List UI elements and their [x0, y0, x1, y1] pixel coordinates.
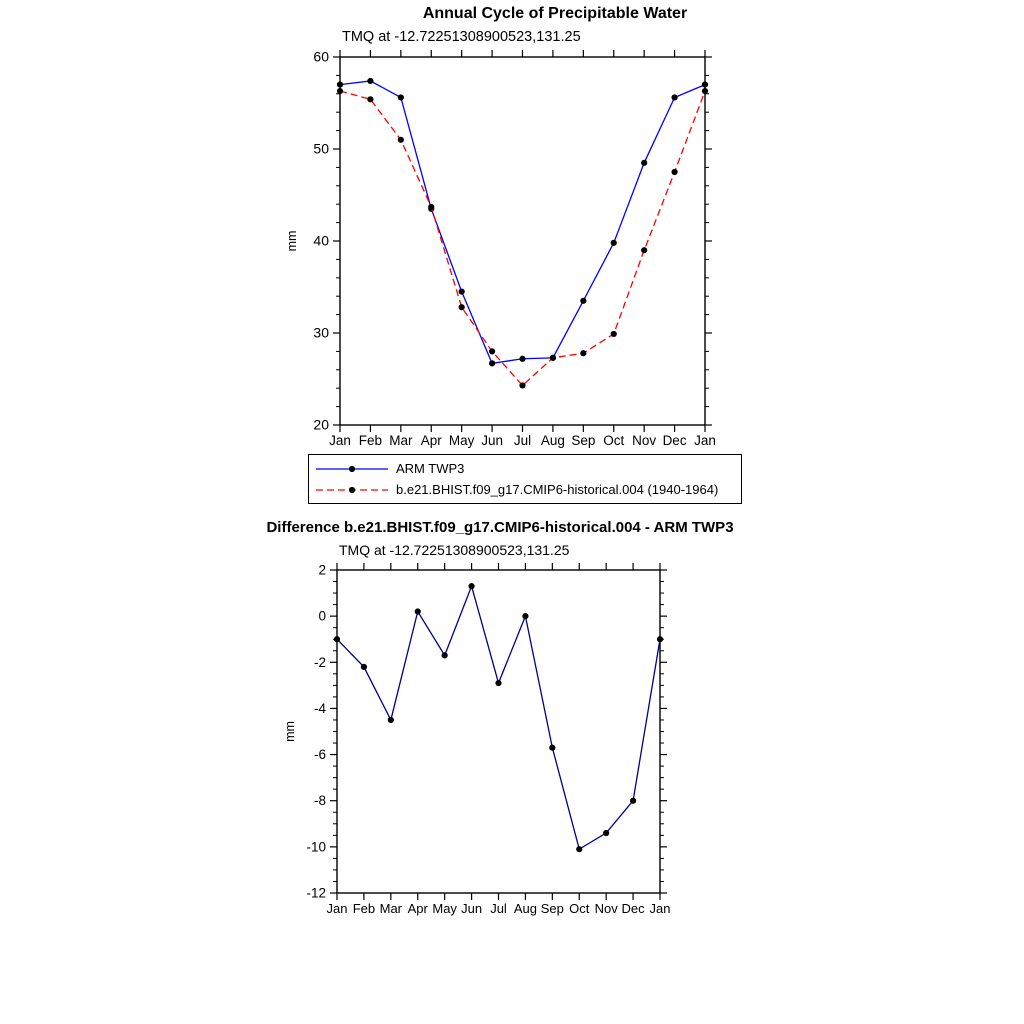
svg-text:40: 40: [313, 232, 329, 249]
svg-text:Jan: Jan: [649, 901, 671, 916]
svg-text:Mar: Mar: [379, 901, 403, 916]
svg-text:50: 50: [313, 140, 329, 157]
svg-text:Mar: Mar: [389, 433, 413, 448]
svg-text:Jul: Jul: [513, 433, 532, 448]
difference-chart-subtitle: TMQ at -12.72251308900523,131.25: [339, 542, 570, 558]
svg-text:Jun: Jun: [461, 901, 483, 916]
svg-text:Nov: Nov: [594, 901, 618, 916]
svg-text:Aug: Aug: [513, 901, 537, 916]
svg-text:20: 20: [313, 416, 329, 433]
top-chart-subtitle: TMQ at -12.72251308900523,131.25: [342, 29, 581, 45]
svg-text:Apr: Apr: [420, 433, 442, 448]
svg-text:Dec: Dec: [662, 433, 687, 448]
svg-text:mm: mm: [283, 721, 297, 742]
legend-item-arm-twp3: [314, 458, 736, 479]
svg-text:May: May: [448, 433, 475, 448]
svg-text:Sep: Sep: [571, 433, 596, 448]
svg-text:Feb: Feb: [352, 901, 376, 916]
legend-box: [308, 454, 742, 504]
difference-chart-title: Difference b.e21.BHIST.f09_g17.CMIP6-historical.004 - ARM TWP3: [266, 519, 734, 536]
svg-text:-4: -4: [313, 700, 326, 716]
legend-item-model: [314, 479, 736, 500]
svg-text:May: May: [432, 901, 457, 916]
svg-text:-2: -2: [313, 654, 326, 670]
svg-text:Jul: Jul: [490, 901, 507, 916]
svg-text:30: 30: [313, 324, 329, 341]
legend-label-arm-twp3: ARM TWP3: [396, 461, 465, 476]
svg-text:Jan: Jan: [329, 433, 351, 448]
svg-text:Feb: Feb: [358, 433, 383, 448]
difference-chart-plot-area: [270, 557, 730, 937]
svg-text:Oct: Oct: [569, 901, 590, 916]
svg-text:Sep: Sep: [540, 901, 564, 916]
svg-text:60: 60: [313, 48, 329, 65]
svg-text:-12: -12: [306, 885, 326, 901]
svg-text:0: 0: [318, 608, 326, 624]
legend-line-sample-red-dashed: [314, 483, 390, 497]
svg-text:mm: mm: [285, 230, 299, 252]
svg-text:Apr: Apr: [407, 901, 428, 916]
svg-text:2: 2: [318, 562, 326, 578]
svg-text:-8: -8: [313, 793, 326, 809]
top-chart-plot-area: [270, 44, 770, 464]
svg-text:Nov: Nov: [632, 433, 657, 448]
svg-text:-6: -6: [313, 747, 326, 763]
svg-text:Jan: Jan: [694, 433, 716, 448]
svg-text:Oct: Oct: [603, 433, 625, 448]
svg-text:Dec: Dec: [621, 901, 645, 916]
svg-text:Aug: Aug: [540, 433, 565, 448]
svg-text:Jan: Jan: [326, 901, 348, 916]
svg-text:Jun: Jun: [481, 433, 503, 448]
svg-text:-10: -10: [306, 839, 326, 855]
top-chart-title: Annual Cycle of Precipitable Water: [422, 5, 688, 22]
legend-label-model: b.e21.BHIST.f09_g17.CMIP6-historical.004 (1940-1964): [396, 482, 719, 497]
legend-line-sample-blue-solid: [314, 462, 390, 476]
